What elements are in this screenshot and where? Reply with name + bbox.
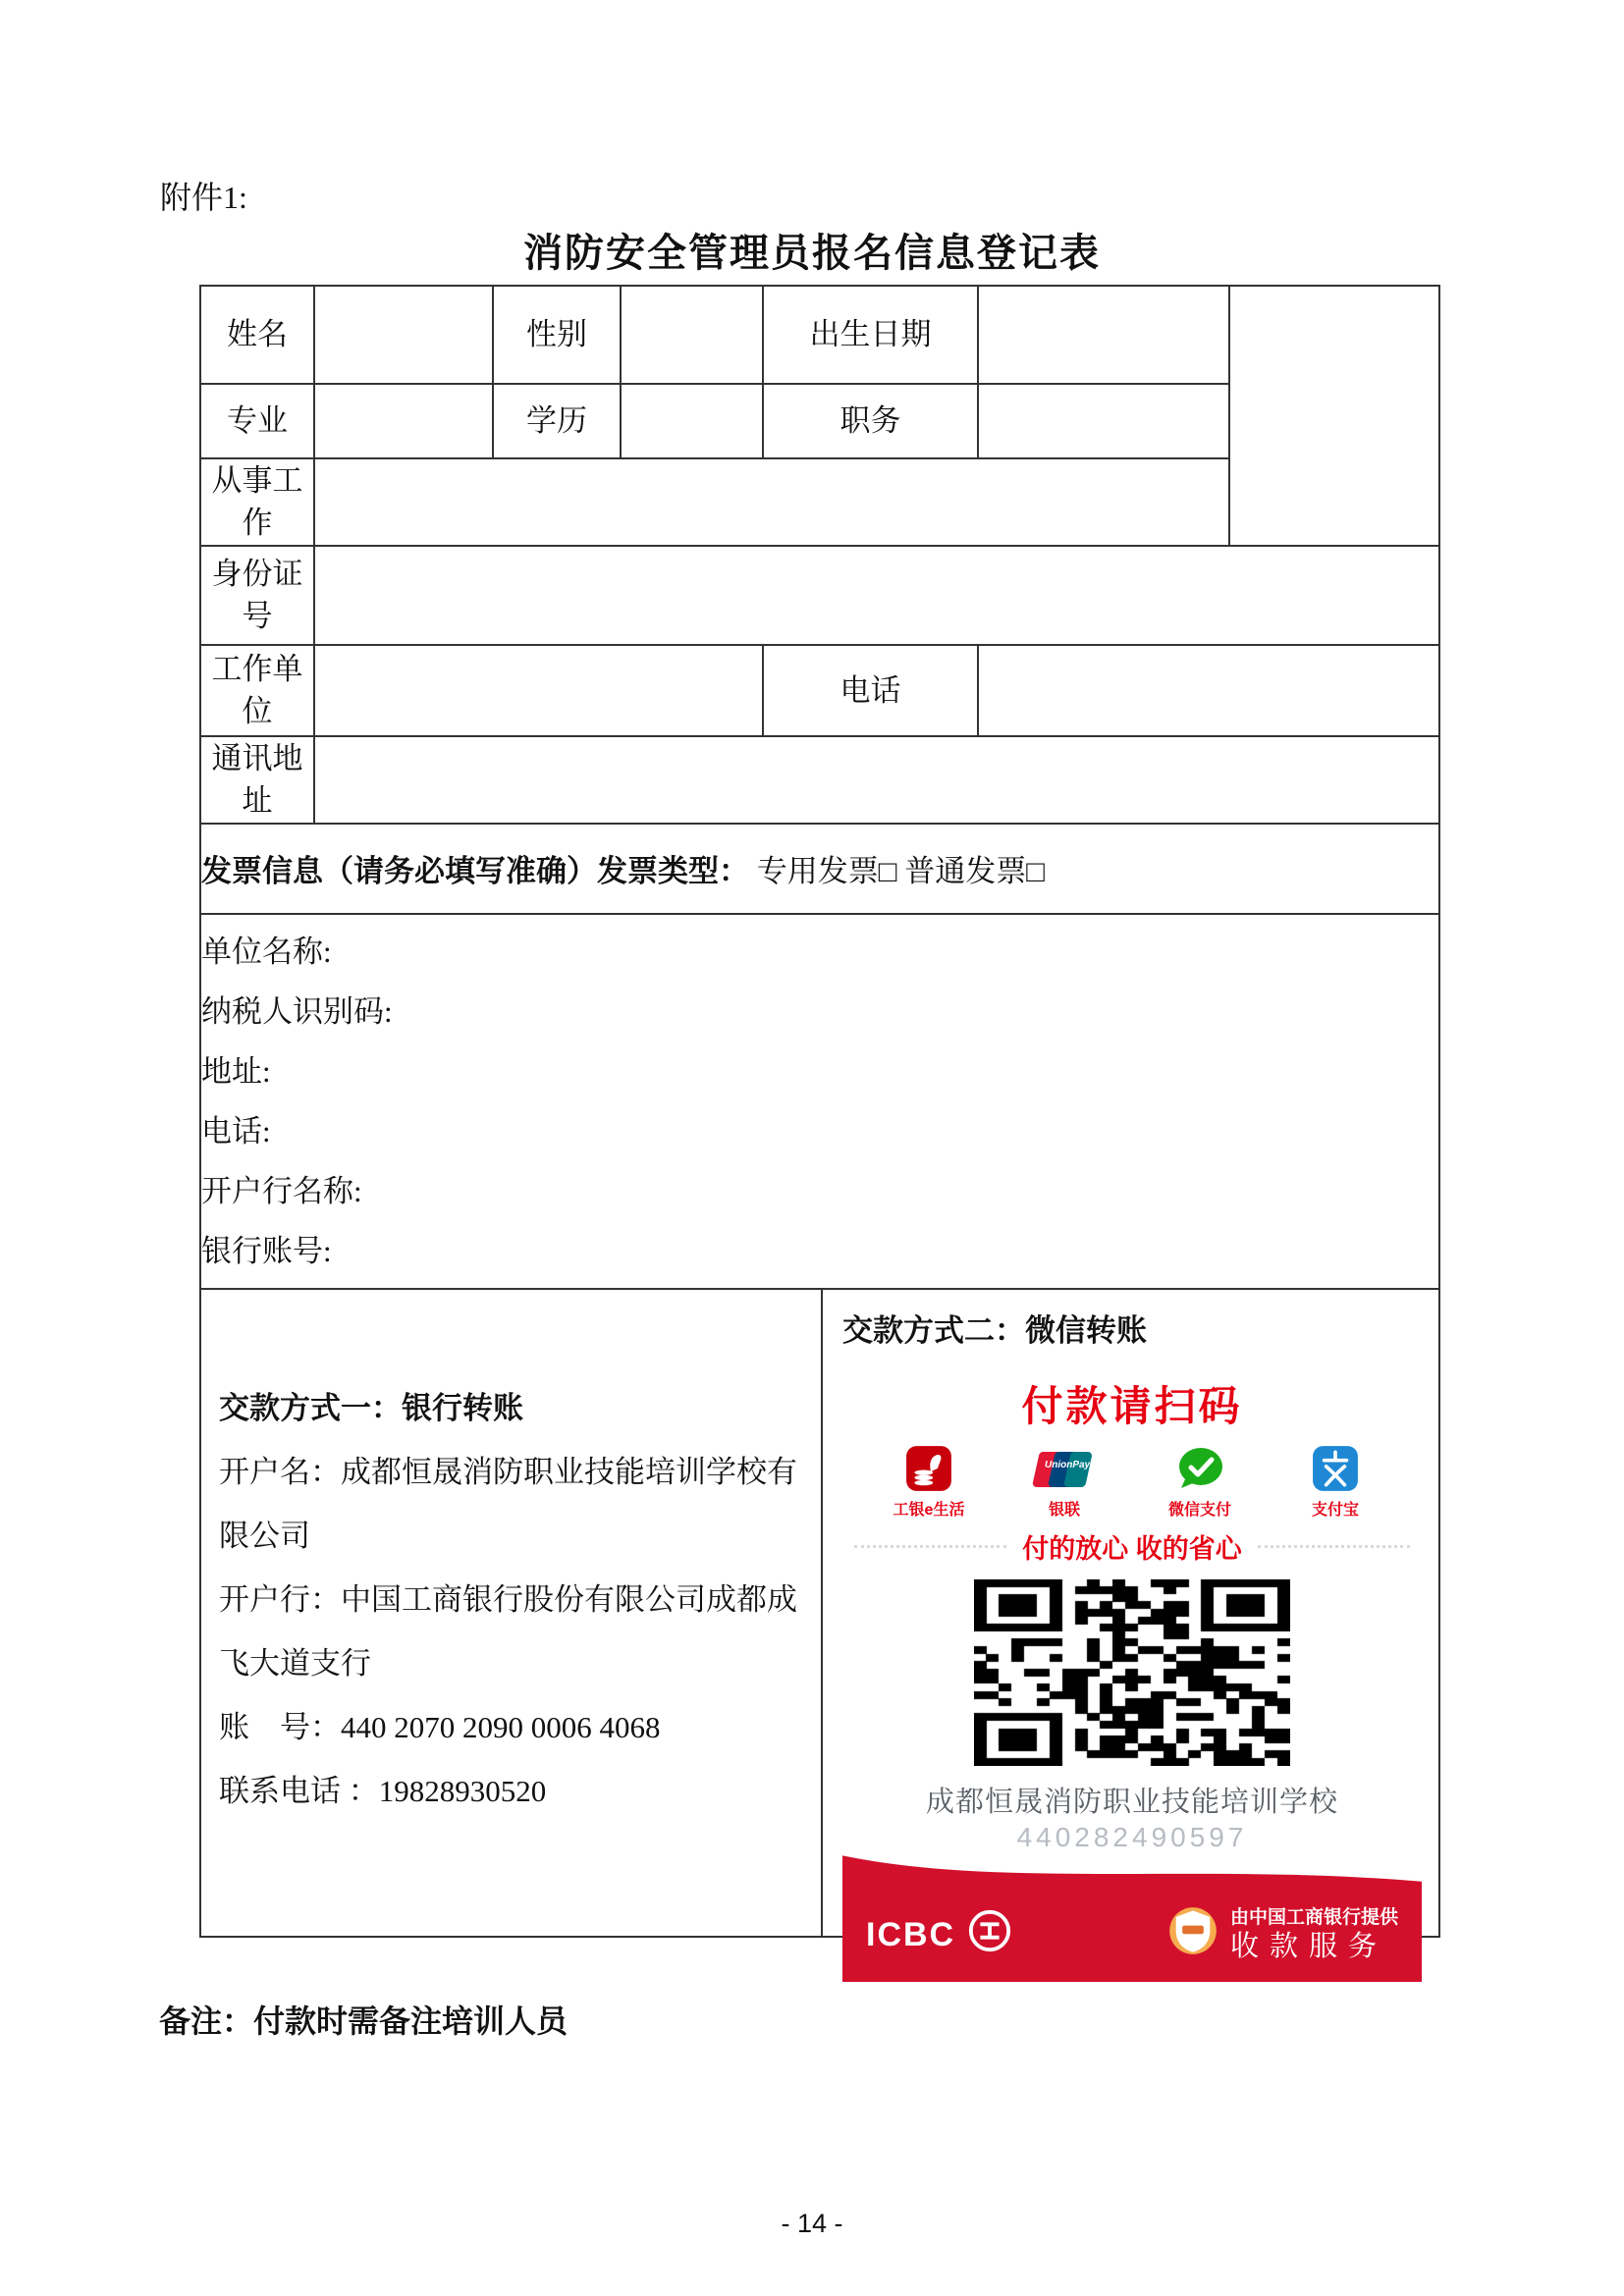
- dotted-divider-right: [1258, 1545, 1410, 1548]
- slogan-row: [854, 1527, 1410, 1566]
- invoice-account-field[interactable]: 银行账号:: [201, 1233, 332, 1268]
- payment-row: [200, 1289, 1439, 1963]
- position-value-cell[interactable]: [978, 384, 1229, 458]
- footer-curve: [842, 1853, 1422, 1889]
- invoice-header-label: 发票信息（请务必填写准确）发票类型：: [201, 854, 749, 889]
- registration-table: [199, 285, 1440, 1963]
- card-footer: [842, 1853, 1422, 1982]
- employer-value-cell[interactable]: [314, 645, 763, 736]
- payment-channels: [867, 1443, 1397, 1520]
- merchant-id: 440282490597: [1016, 1821, 1248, 1852]
- invoice-type-options[interactable]: 专用发票□ 普通发票□: [756, 854, 1045, 889]
- invoice-address-field[interactable]: 地址:: [201, 1053, 271, 1089]
- unionpay-icon: [1029, 1443, 1100, 1494]
- id-number-label: 身份证号: [200, 546, 314, 645]
- svg-text:UnionPay: UnionPay: [1045, 1459, 1091, 1470]
- channel-unionpay-label: 银联: [1048, 1501, 1080, 1519]
- invoice-bank-field[interactable]: 开户行名称:: [201, 1173, 362, 1208]
- major-label: 专业: [200, 384, 314, 458]
- page-number: - 14 -: [781, 2209, 843, 2238]
- payment-method-2-cell: [823, 1290, 1438, 1963]
- scan-to-pay-title: 付款请扫码: [1021, 1382, 1243, 1429]
- occupation-label: 从事工作: [200, 458, 314, 546]
- phone-label: 电话: [763, 645, 978, 736]
- channel-alipay: [1273, 1443, 1397, 1520]
- channel-wechat-pay: [1138, 1443, 1262, 1520]
- payment-slogan: 付的放心 收的省心: [1022, 1533, 1242, 1564]
- payment-account-name: 开户名：成都恒晟消防职业技能培训学校有限公司: [219, 1454, 797, 1553]
- attachment-label: 附件1:: [160, 180, 247, 215]
- invoice-company-field[interactable]: 单位名称:: [201, 934, 332, 969]
- payment-account-number: 账 号：440 2070 2090 0006 4068: [219, 1709, 661, 1744]
- payment-method-1-title: 交款方式一：银行转账: [219, 1390, 523, 1425]
- position-label: 职务: [763, 384, 978, 458]
- invoice-taxpayer-field[interactable]: 纳税人识别码:: [201, 993, 393, 1029]
- channel-wechat-pay-label: 微信支付: [1167, 1501, 1231, 1519]
- education-value-cell[interactable]: [621, 384, 763, 458]
- icbc-elife-icon: [904, 1443, 953, 1494]
- id-number-value-cell[interactable]: [314, 546, 1439, 645]
- channel-alipay-label: 支付宝: [1311, 1501, 1359, 1519]
- channel-icbc-elife-label: 工银e生活: [893, 1501, 965, 1519]
- footer-bar: [842, 1889, 1422, 1982]
- wechat-pay-icon: [1173, 1443, 1226, 1494]
- qr-code: [974, 1579, 1290, 1766]
- birth-date-value-cell[interactable]: [978, 286, 1229, 384]
- major-value-cell[interactable]: [314, 384, 493, 458]
- invoice-phone-field[interactable]: 电话:: [201, 1113, 271, 1148]
- invoice-header-cell: [200, 824, 1439, 914]
- name-label: 姓名: [200, 286, 314, 384]
- alipay-icon: [1311, 1443, 1360, 1494]
- page-title: 消防安全管理员报名信息登记表: [523, 231, 1101, 275]
- footer-service-block: [1167, 1905, 1398, 1964]
- icbc-logo-icon: [967, 1908, 1012, 1961]
- icbc-wordmark: ICBC: [866, 1915, 956, 1953]
- employer-label: 工作单位: [200, 645, 314, 736]
- icbc-brand: [866, 1908, 1012, 1961]
- gender-value-cell[interactable]: [621, 286, 763, 384]
- merchant-name: 成都恒晟消防职业技能培训学校: [925, 1786, 1338, 1818]
- phone-value-cell[interactable]: [978, 645, 1439, 736]
- service-text: 收款服务: [1229, 1931, 1387, 1963]
- name-value-cell[interactable]: [314, 286, 493, 384]
- payment-method-1-cell: [201, 1290, 823, 1936]
- channel-icbc-elife: [867, 1443, 991, 1520]
- gender-label: 性别: [493, 286, 621, 384]
- payment-contact-phone: 联系电话 ：19828930520: [219, 1773, 547, 1808]
- provided-by-text: 由中国工商银行提供: [1229, 1907, 1398, 1929]
- payment-method-2-title: 交款方式二：微信转账: [842, 1312, 1147, 1348]
- birth-date-label: 出生日期: [763, 286, 978, 384]
- shield-badge-icon: [1167, 1905, 1218, 1964]
- payment-qr-card: [842, 1362, 1422, 1963]
- photo-cell[interactable]: [1229, 286, 1439, 546]
- occupation-value-cell[interactable]: [314, 458, 1229, 546]
- channel-unionpay: [1002, 1443, 1126, 1520]
- invoice-detail-cell: [200, 914, 1439, 1289]
- dotted-divider-left: [854, 1545, 1006, 1548]
- payment-bank-name: 开户行：中国工商银行股份有限公司成都成飞大道支行: [219, 1581, 797, 1681]
- address-label: 通讯地址: [200, 736, 314, 824]
- footnote: 备注：付款时需备注培训人员: [159, 2003, 568, 2039]
- address-value-cell[interactable]: [314, 736, 1439, 824]
- education-label: 学历: [493, 384, 621, 458]
